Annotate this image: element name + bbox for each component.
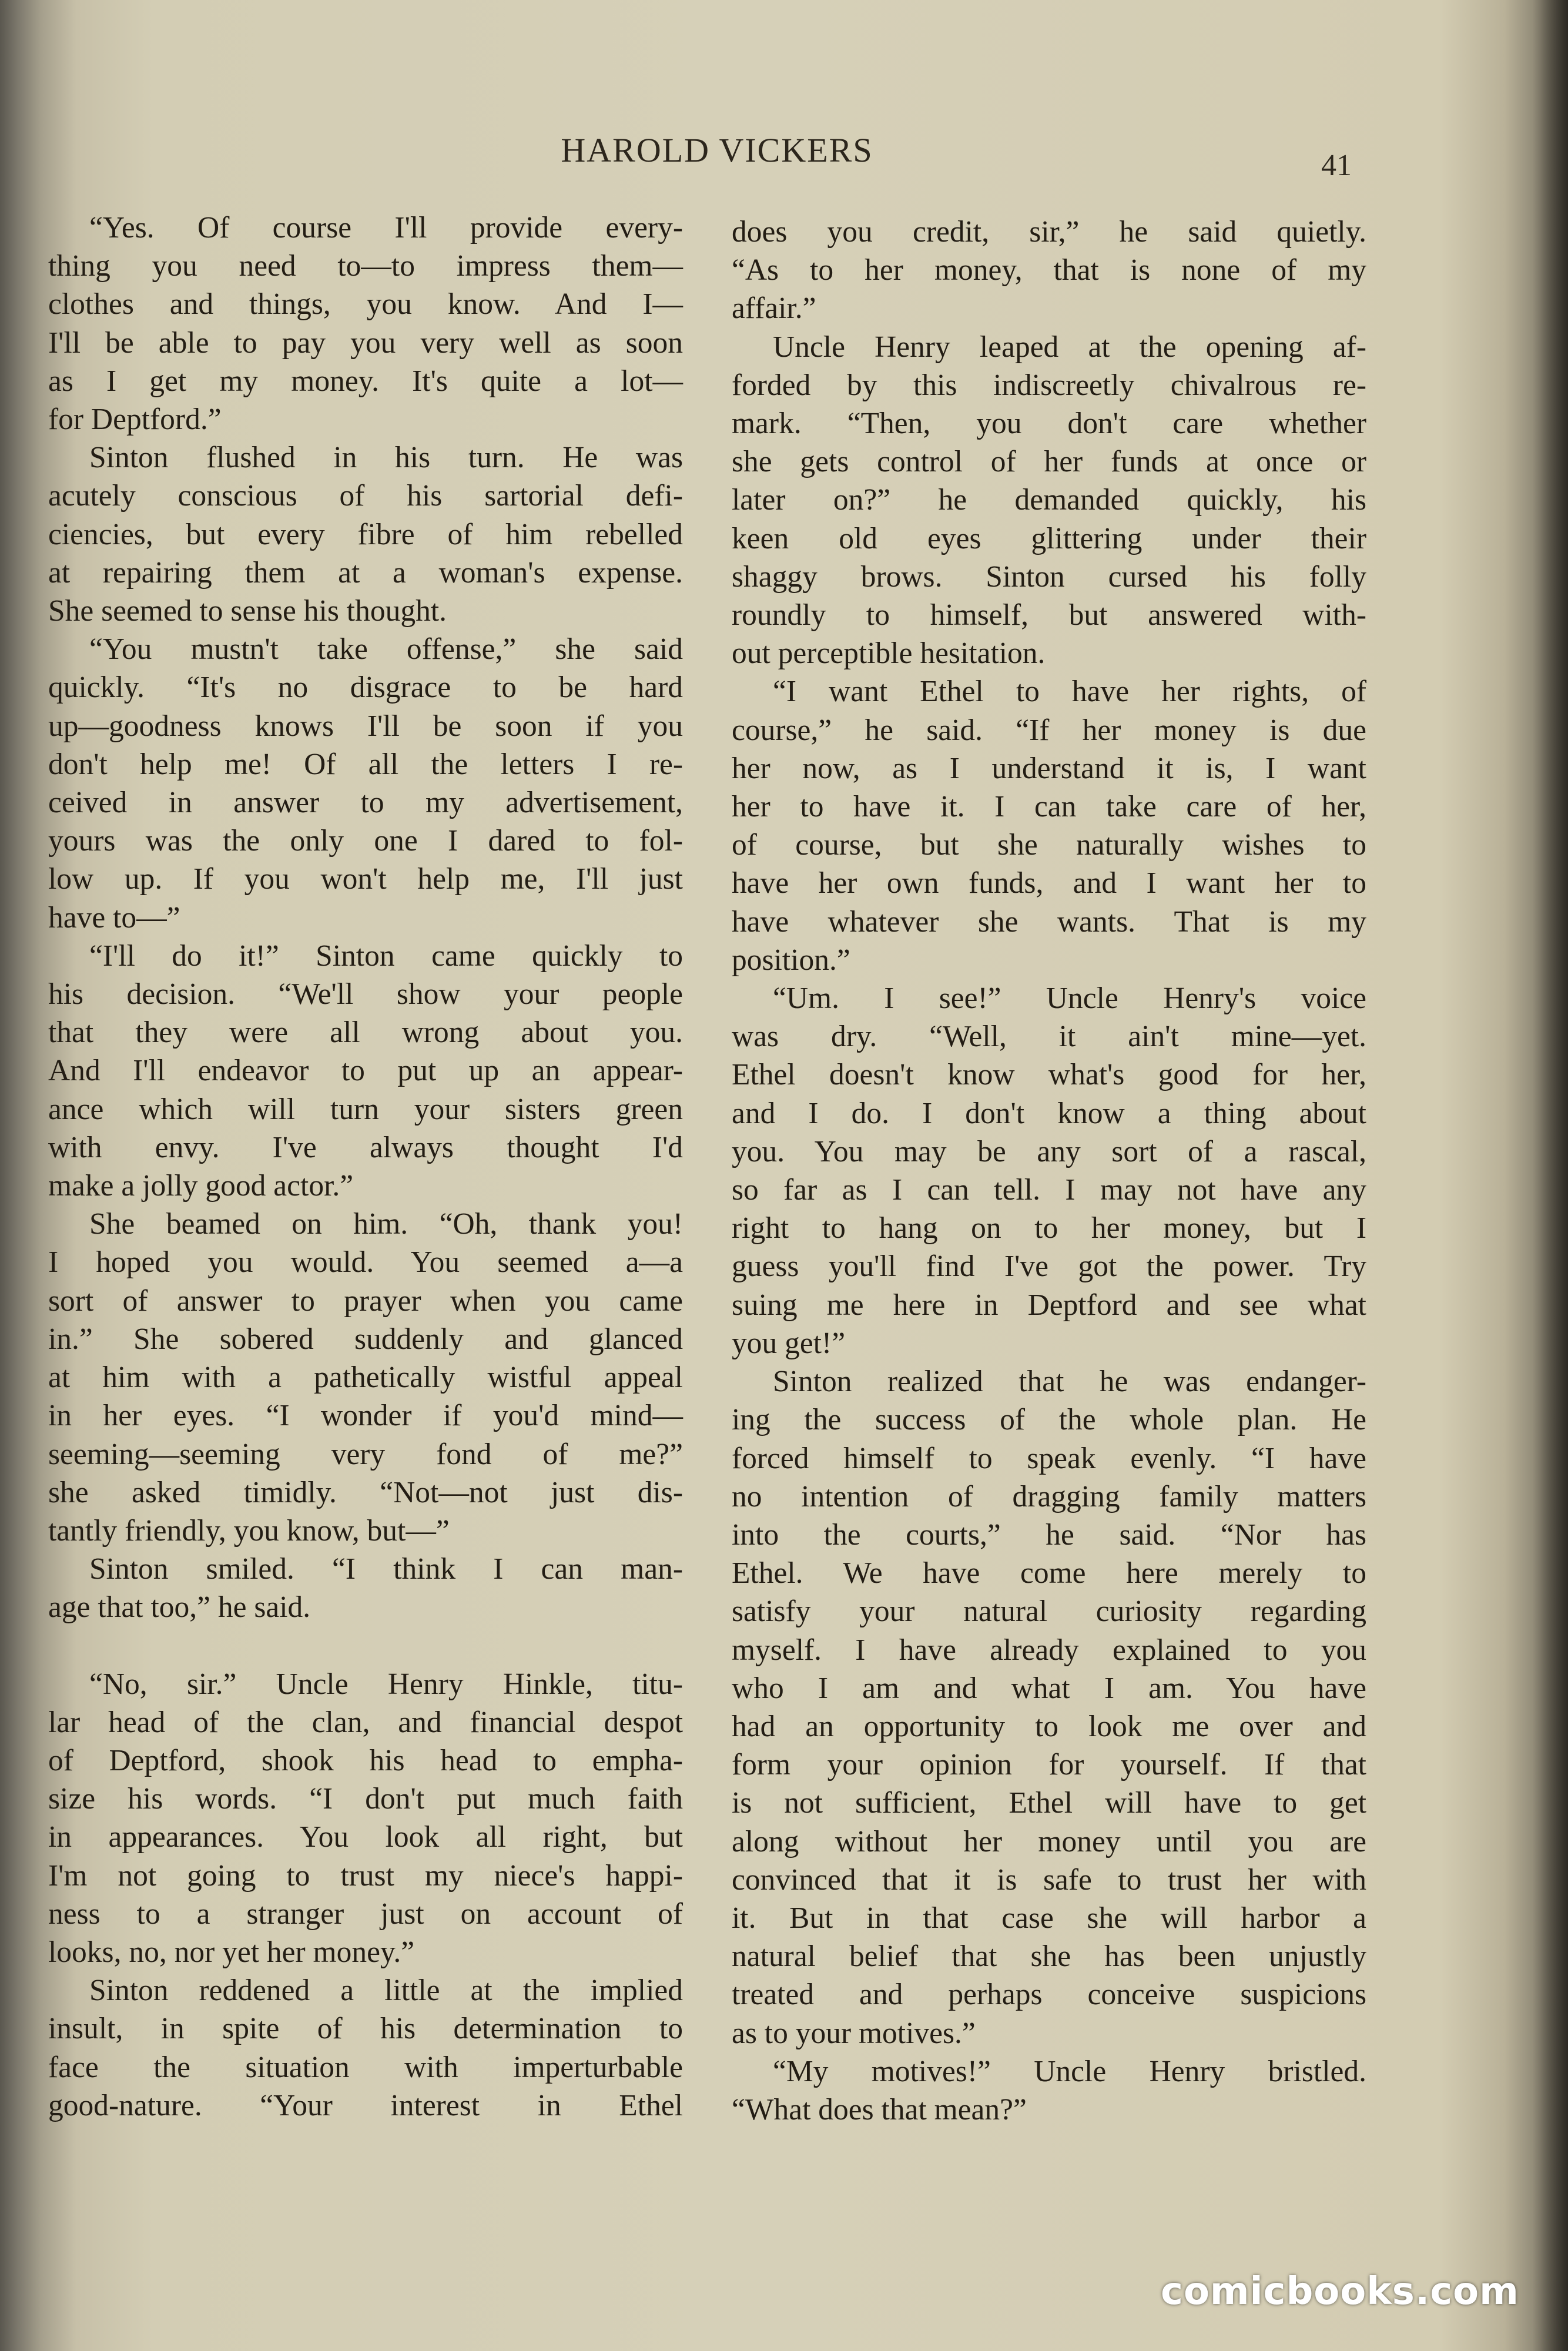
text-line: you. You may be any sort of a rascal, <box>732 1134 1366 1168</box>
text-line: shaggy brows. Sinton cursed his folly <box>732 560 1366 594</box>
text-line: “You mustn't take offense,” she said <box>89 632 683 667</box>
text-line: as to your motives.” <box>732 2016 976 2050</box>
text-line: of Deptford, shook his head to empha- <box>48 1743 683 1777</box>
text-line: ceived in answer to my advertisement, <box>48 786 683 820</box>
text-line: insult, in spite of his determination to <box>48 2012 683 2046</box>
text-line: “I'll do it!” Sinton came quickly to <box>89 939 683 973</box>
text-line: convinced that it is safe to trust her with <box>732 1863 1366 1897</box>
text-line: treated and perhaps conceive suspicions <box>732 1978 1366 2012</box>
text-line: I'll be able to pay you very well as soon <box>48 326 683 360</box>
text-line: Ethel. We have come here merely to <box>732 1556 1366 1590</box>
left-text-column <box>48 209 683 2125</box>
text-line: thing you need to—to impress them— <box>48 249 683 283</box>
text-line: She seemed to sense his thought. <box>48 594 447 628</box>
text-line: as I get my money. It's quite a lot— <box>48 364 683 398</box>
text-line: “Yes. Of course I'll provide every- <box>89 211 683 245</box>
text-line: her to have it. I can take care of her, <box>732 790 1366 824</box>
text-line: clothes and things, you know. And I— <box>48 287 683 321</box>
text-line: size his words. “I don't put much faith <box>48 1782 683 1816</box>
text-line: have her own funds, and I want her to <box>732 866 1366 900</box>
text-line: it. But in that case she will harbor a <box>732 1901 1366 1935</box>
text-line: in her eyes. “I wonder if you'd mind— <box>48 1399 683 1433</box>
text-line: no intention of dragging family matters <box>732 1479 1366 1513</box>
text-line: course,” he said. “If her money is due <box>732 713 1366 747</box>
text-line: good-nature. “Your interest in Ethel <box>48 2088 683 2122</box>
text-line: keen old eyes glittering under their <box>732 521 1366 555</box>
text-line: I'm not going to trust my niece's happi- <box>48 1858 683 1893</box>
text-line: natural belief that she has been unjustly <box>732 1940 1366 1974</box>
text-line: right to hang on to her money, but I <box>732 1211 1366 1245</box>
text-line: seeming—seeming very fond of me?” <box>48 1437 683 1471</box>
running-head: HAROLD VICKERS <box>561 131 873 169</box>
text-line: form your opinion for yourself. If that <box>732 1748 1366 1782</box>
text-line: at him with a pathetically wistful appeal <box>48 1361 683 1395</box>
text-line: ciencies, but every fibre of him rebelled <box>48 517 683 551</box>
text-line: in appearances. You look all right, but <box>48 1820 683 1854</box>
text-line: tantly friendly, you know, but—” <box>48 1513 450 1548</box>
text-line: make a jolly good actor.” <box>48 1169 354 1203</box>
text-line: “My motives!” Uncle Henry bristled. <box>773 2054 1366 2088</box>
text-line: Sinton flushed in his turn. He was <box>89 441 683 475</box>
text-line: you get!” <box>732 1326 846 1360</box>
text-line: guess you'll find I've got the power. Try <box>732 1250 1366 1284</box>
text-line: And I'll endeavor to put up an appear- <box>48 1054 683 1088</box>
text-line: she asked timidly. “Not—not just dis- <box>48 1475 683 1509</box>
text-line: “As to her money, that is none of my <box>732 253 1366 287</box>
text-line: Sinton reddened a little at the implied <box>89 1974 683 2008</box>
text-line: was dry. “Well, it ain't mine—yet. <box>732 1020 1366 1054</box>
text-line: forced himself to speak evenly. “I have <box>732 1441 1366 1475</box>
text-line: his decision. “We'll show your people <box>48 977 683 1012</box>
text-line: had an opportunity to look me over and <box>732 1709 1366 1743</box>
text-line: ness to a stranger just on account of <box>48 1897 683 1931</box>
right-text-column <box>732 213 1366 2129</box>
text-line: myself. I have already explained to you <box>732 1633 1366 1667</box>
text-line: yours was the only one I dared to fol- <box>48 824 683 858</box>
text-line: so far as I can tell. I may not have any <box>732 1173 1366 1207</box>
text-line: later on?” he demanded quickly, his <box>732 483 1366 517</box>
text-line: “I want Ethel to have her rights, of <box>773 675 1366 709</box>
text-line: forded by this indiscreetly chivalrous re- <box>732 368 1366 402</box>
text-line: “What does that mean?” <box>732 2092 1027 2126</box>
text-line: does you credit, sir,” he said quietly. <box>732 215 1366 249</box>
text-line: position.” <box>732 943 850 977</box>
text-line: lar head of the clan, and financial despot <box>48 1705 683 1739</box>
text-line: affair.” <box>732 292 816 326</box>
text-line: suing me here in Deptford and see what <box>732 1288 1366 1322</box>
text-line: who I am and what I am. You have <box>732 1671 1366 1705</box>
text-line: up—goodness knows I'll be soon if you <box>48 709 683 743</box>
text-line: of course, but she naturally wishes to <box>732 828 1366 862</box>
text-line: age that too,” he said. <box>48 1590 311 1625</box>
text-line: in.” She sobered suddenly and glanced <box>48 1322 683 1356</box>
text-line: “No, sir.” Uncle Henry Hinkle, titu- <box>89 1667 683 1701</box>
text-line: at repairing them at a woman's expense. <box>48 555 683 590</box>
text-line: low up. If you won't help me, I'll just <box>48 862 683 896</box>
text-line: with envy. I've always thought I'd <box>48 1130 683 1164</box>
text-line: Ethel doesn't know what's good for her, <box>732 1058 1366 1092</box>
text-line: have to—” <box>48 900 180 935</box>
text-line: “Um. I see!” Uncle Henry's voice <box>773 982 1366 1016</box>
text-line: Uncle Henry leaped at the opening af- <box>773 330 1366 364</box>
text-line: her now, as I understand it is, I want <box>732 751 1366 785</box>
text-line: that they were all wrong about you. <box>48 1016 683 1050</box>
text-line: sort of answer to prayer when you came <box>48 1284 683 1318</box>
text-line: roundly to himself, but answered with- <box>732 598 1366 632</box>
text-line: mark. “Then, you don't care whether <box>732 407 1366 441</box>
text-line: don't help me! Of all the letters I re- <box>48 747 683 781</box>
text-line: quickly. “It's no disgrace to be hard <box>48 671 683 705</box>
section-break <box>48 1627 683 1665</box>
page-edge-shadow <box>1533 0 1568 2351</box>
text-line: ing the success of the whole plan. He <box>732 1403 1366 1437</box>
text-line: face the situation with imperturbable <box>48 2050 683 2084</box>
text-line: Sinton realized that he was endanger- <box>773 1365 1366 1399</box>
text-line: Sinton smiled. “I think I can man- <box>89 1552 683 1586</box>
text-line: into the courts,” he said. “Nor has <box>732 1518 1366 1552</box>
text-line: for Deptford.” <box>48 403 222 437</box>
text-line: looks, no, nor yet her money.” <box>48 1935 415 1969</box>
text-line: out perceptible hesitation. <box>732 637 1046 671</box>
text-line: satisfy your natural curiosity regarding <box>732 1595 1366 1629</box>
text-line: ance which will turn your sisters green <box>48 1092 683 1126</box>
text-line: and I do. I don't know a thing about <box>732 1096 1366 1130</box>
text-line: She beamed on him. “Oh, thank you! <box>89 1207 683 1241</box>
site-watermark: comicbooks.com <box>1161 2270 1519 2313</box>
text-line: have whatever she wants. That is my <box>732 905 1366 939</box>
text-line: I hoped you would. You seemed a—a <box>48 1245 683 1280</box>
text-line: along without her money until you are <box>732 1824 1366 1858</box>
text-line: acutely conscious of his sartorial defi- <box>48 479 683 513</box>
text-line: she gets control of her funds at once or <box>732 445 1366 479</box>
page-number: 41 <box>1321 149 1352 182</box>
text-line: is not sufficient, Ethel will have to get <box>732 1786 1366 1820</box>
